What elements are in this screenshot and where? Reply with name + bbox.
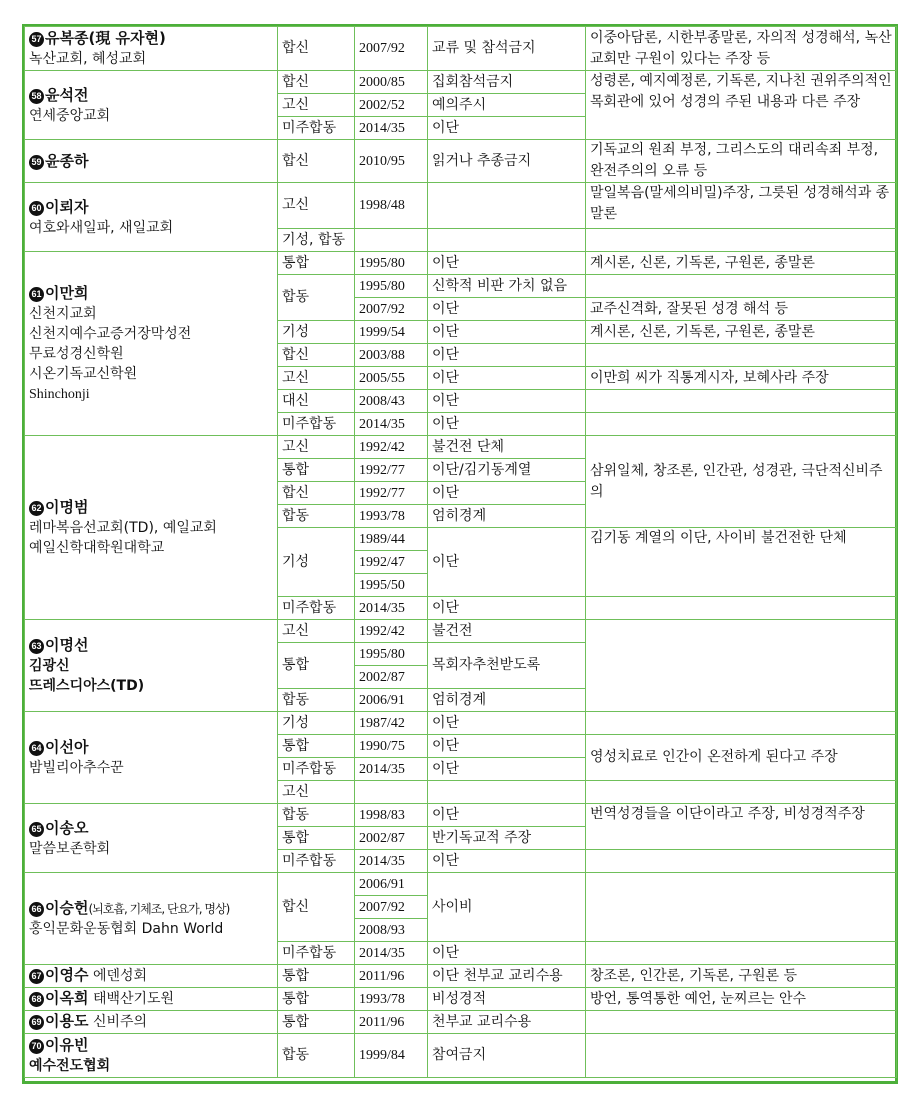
number-badge: 59 — [29, 155, 44, 170]
number-badge: 64 — [29, 741, 44, 756]
year-cell: 1999/84 — [355, 1034, 428, 1078]
verdict-cell: 이단 — [428, 367, 586, 390]
number-badge: 60 — [29, 201, 44, 216]
heresy-table — [24, 26, 897, 1078]
number-badge: 62 — [29, 501, 44, 516]
verdict-cell: 반기독교적 주장 — [428, 827, 586, 850]
year-cell: 2002/52 — [355, 94, 428, 117]
denom-cell: 미주합동 — [278, 850, 355, 873]
year-cell: 2000/85 — [355, 71, 428, 94]
denom-cell: 합동 — [278, 275, 355, 321]
verdict-cell: 이단 — [428, 117, 586, 140]
verdict-cell: 교류 및 참석금지 — [428, 27, 586, 71]
year-cell: 1992/42 — [355, 436, 428, 459]
org-name: 연세중앙교회 — [29, 107, 111, 124]
org-name: 신천지교회 — [29, 305, 97, 322]
year-cell: 2014/35 — [355, 758, 428, 781]
number-badge: 57 — [29, 32, 44, 47]
year-cell: 1992/77 — [355, 459, 428, 482]
org-name: 에덴성회 — [92, 968, 148, 984]
year-cell: 2014/35 — [355, 850, 428, 873]
year-cell: 1992/47 — [355, 551, 428, 574]
reason-cell — [586, 873, 897, 942]
year-cell: 1999/54 — [355, 321, 428, 344]
verdict-cell: 이단 — [428, 758, 586, 781]
year-cell: 2002/87 — [355, 666, 428, 689]
table-row — [25, 620, 897, 643]
year-cell: 1995/80 — [355, 275, 428, 298]
verdict-cell: 이단 — [428, 321, 586, 344]
reason-cell — [586, 850, 897, 873]
table-row — [25, 873, 897, 896]
reason-cell — [586, 229, 897, 252]
year-cell: 1992/77 — [355, 482, 428, 505]
org-name: 홍익문화운동협회 Dahn World — [29, 921, 224, 937]
reason-cell: 성령론, 예지예정론, 기독론, 지나친 권위주의적인 목회관에 있어 성경의 주된 내용과 다른 주장 — [586, 71, 897, 140]
denom-cell: 합신 — [278, 344, 355, 367]
reason-cell: 삼위일체, 창조론, 인간관, 성경관, 극단적신비주의 — [586, 436, 897, 528]
verdict-cell — [428, 781, 586, 804]
verdict-cell: 엄히경계 — [428, 505, 586, 528]
reason-cell: 교주신격화, 잘못된 성경 해석 등 — [586, 298, 897, 321]
org-name: 김광신 — [29, 658, 70, 674]
denom-cell: 고신 — [278, 436, 355, 459]
table-row — [25, 712, 897, 735]
denom-cell: 합동 — [278, 1034, 355, 1078]
verdict-cell: 이단 — [428, 252, 586, 275]
verdict-cell: 이단 — [428, 597, 586, 620]
number-badge: 70 — [29, 1039, 44, 1054]
year-cell: 1987/42 — [355, 712, 428, 735]
year-cell: 2014/35 — [355, 117, 428, 140]
verdict-cell: 이단 — [428, 712, 586, 735]
person-cell — [25, 140, 278, 183]
denom-cell: 통합 — [278, 252, 355, 275]
year-cell: 2008/43 — [355, 390, 428, 413]
verdict-cell: 이단 천부교 교리수용 — [428, 965, 586, 988]
person-name: 이선아 — [45, 738, 89, 756]
person-cell — [25, 873, 278, 965]
reason-cell: 번역성경들을 이단이라고 주장, 비성경적주장 — [586, 804, 897, 850]
denom-cell: 고신 — [278, 781, 355, 804]
denom-cell: 합신 — [278, 27, 355, 71]
person-name: 이승헌 — [45, 899, 89, 917]
reason-cell — [586, 1011, 897, 1034]
denom-cell: 고신 — [278, 94, 355, 117]
org-name: 예수전도협회 — [29, 1058, 111, 1074]
org-name: 예일신학대학원대학교 — [29, 540, 165, 556]
table-row — [25, 183, 897, 229]
org-name: 밤빌리아추수꾼 — [29, 760, 124, 776]
table-row — [25, 140, 897, 183]
person-cell — [25, 27, 278, 71]
reason-cell: 말일복음(말세의비밀)주장, 그릇된 성경해석과 종말론 — [586, 183, 897, 229]
verdict-cell: 불건전 단체 — [428, 436, 586, 459]
reason-cell — [586, 1034, 897, 1078]
verdict-cell: 비성경적 — [428, 988, 586, 1011]
verdict-cell: 신학적 비판 가치 없음 — [428, 275, 586, 298]
person-name: 윤종하 — [45, 151, 89, 170]
verdict-cell: 엄히경계 — [428, 689, 586, 712]
denom-cell: 통합 — [278, 459, 355, 482]
denom-cell: 합신 — [278, 71, 355, 94]
denom-cell: 통합 — [278, 1011, 355, 1034]
reason-cell: 방언, 통역통한 예언, 눈찌르는 안수 — [586, 988, 897, 1011]
year-cell: 2007/92 — [355, 298, 428, 321]
year-cell: 1990/75 — [355, 735, 428, 758]
denom-cell: 미주합동 — [278, 597, 355, 620]
verdict-cell — [428, 229, 586, 252]
denom-cell: 대신 — [278, 390, 355, 413]
verdict-cell: 천부교 교리수용 — [428, 1011, 586, 1034]
org-name: 레마복음선교회(TD), 예일교회 — [29, 520, 217, 536]
verdict-cell: 이단 — [428, 528, 586, 597]
org-name: 뜨레스디아스(TD) — [29, 678, 145, 694]
denom-cell: 합동 — [278, 505, 355, 528]
year-cell: 2014/35 — [355, 942, 428, 965]
denom-cell: 통합 — [278, 988, 355, 1011]
person-cell — [25, 712, 278, 804]
year-cell: 1995/50 — [355, 574, 428, 597]
year-cell: 1993/78 — [355, 505, 428, 528]
denom-cell: 통합 — [278, 643, 355, 689]
year-cell — [355, 781, 428, 804]
reason-cell — [586, 942, 897, 965]
table-row — [25, 436, 897, 459]
denom-cell: 통합 — [278, 965, 355, 988]
table-row — [25, 1011, 897, 1034]
person-cell — [25, 988, 278, 1011]
year-cell: 1989/44 — [355, 528, 428, 551]
denom-cell: 합신 — [278, 873, 355, 942]
verdict-cell: 사이비 — [428, 873, 586, 942]
person-name-note: (뇌호흡, 기체조, 단요가, 명상) — [88, 902, 230, 916]
person-cell — [25, 252, 278, 436]
org-name: Shinchonji — [29, 386, 90, 402]
denom-cell: 미주합동 — [278, 413, 355, 436]
table-row — [25, 252, 897, 275]
number-badge: 65 — [29, 822, 44, 837]
verdict-cell: 이단 — [428, 850, 586, 873]
year-cell: 2006/91 — [355, 873, 428, 896]
year-cell: 2006/91 — [355, 689, 428, 712]
verdict-cell: 예의주시 — [428, 94, 586, 117]
year-cell: 2007/92 — [355, 896, 428, 919]
denom-cell: 미주합동 — [278, 117, 355, 140]
verdict-cell: 이단 — [428, 735, 586, 758]
number-badge: 63 — [29, 639, 44, 654]
year-cell: 1993/78 — [355, 988, 428, 1011]
person-name: 이영수 — [45, 966, 89, 984]
person-name: 이만희 — [45, 283, 89, 302]
year-cell: 2011/96 — [355, 965, 428, 988]
reason-cell: 영성치료로 인간이 온전하게 된다고 주장 — [586, 735, 897, 781]
number-badge: 69 — [29, 1015, 44, 1030]
person-cell — [25, 71, 278, 140]
denom-cell: 기성 — [278, 528, 355, 597]
person-name: 이옥희 — [45, 989, 89, 1007]
denom-cell: 합신 — [278, 482, 355, 505]
org-name: 태백산기도원 — [92, 991, 175, 1007]
denom-cell: 미주합동 — [278, 758, 355, 781]
year-cell: 2005/55 — [355, 367, 428, 390]
number-badge: 67 — [29, 969, 44, 984]
verdict-cell: 이단 — [428, 482, 586, 505]
reason-cell — [586, 413, 897, 436]
person-name: 이뢰자 — [45, 197, 89, 216]
number-badge: 68 — [29, 992, 44, 1007]
table-row — [25, 965, 897, 988]
year-cell: 1995/80 — [355, 252, 428, 275]
number-badge: 58 — [29, 89, 44, 104]
org-name: 신천지예수교증거장막성전 — [29, 325, 192, 342]
year-cell: 1992/42 — [355, 620, 428, 643]
person-cell — [25, 436, 278, 620]
reason-cell — [586, 344, 897, 367]
year-cell: 2007/92 — [355, 27, 428, 71]
verdict-cell: 이단 — [428, 413, 586, 436]
verdict-cell: 집회참석금지 — [428, 71, 586, 94]
denom-cell: 기성 — [278, 321, 355, 344]
verdict-cell: 목회자추천받도록 — [428, 643, 586, 689]
year-cell: 1998/83 — [355, 804, 428, 827]
verdict-cell: 이단 — [428, 804, 586, 827]
denom-cell: 합동 — [278, 804, 355, 827]
denom-cell: 고신 — [278, 183, 355, 229]
year-cell: 2014/35 — [355, 413, 428, 436]
number-badge: 66 — [29, 902, 44, 917]
person-name: 이명선 — [45, 636, 89, 654]
denom-cell: 통합 — [278, 735, 355, 758]
person-name: 이용도 — [45, 1012, 89, 1030]
year-cell: 1995/80 — [355, 643, 428, 666]
person-name: 이유빈 — [45, 1036, 89, 1054]
org-name: 녹산교회, 혜성교회 — [29, 51, 147, 67]
reason-cell: 이중아담론, 시한부종말론, 자의적 성경해석, 녹산교회만 구원이 있다는 주장 등 — [586, 27, 897, 71]
verdict-cell: 참여금지 — [428, 1034, 586, 1078]
denom-cell: 합동 — [278, 689, 355, 712]
reason-cell: 계시론, 신론, 기독론, 구원론, 종말론 — [586, 321, 897, 344]
table-row — [25, 988, 897, 1011]
denom-cell: 통합 — [278, 827, 355, 850]
reason-cell: 기독교의 원죄 부정, 그리스도의 대리속죄 부정, 완전주의의 오류 등 — [586, 140, 897, 183]
person-name: 이명범 — [45, 498, 89, 516]
denom-cell: 미주합동 — [278, 942, 355, 965]
number-badge: 61 — [29, 287, 44, 302]
reason-cell — [586, 597, 897, 620]
verdict-cell: 이단/김기동계열 — [428, 459, 586, 482]
year-cell: 2011/96 — [355, 1011, 428, 1034]
reason-cell: 계시론, 신론, 기독론, 구원론, 종말론 — [586, 252, 897, 275]
verdict-cell: 이단 — [428, 390, 586, 413]
reason-cell — [586, 390, 897, 413]
reason-cell: 이만희 씨가 직통계시자, 보혜사라 주장 — [586, 367, 897, 390]
reason-cell — [586, 712, 897, 735]
year-cell: 2003/88 — [355, 344, 428, 367]
year-cell: 2008/93 — [355, 919, 428, 942]
person-name: 윤석전 — [45, 85, 89, 104]
person-name: 이송오 — [45, 818, 89, 837]
year-cell: 1998/48 — [355, 183, 428, 229]
year-cell: 2002/87 — [355, 827, 428, 850]
person-name: 유복종(現 유자현) — [45, 29, 166, 47]
person-cell — [25, 965, 278, 988]
reason-cell — [586, 275, 897, 298]
table-row — [25, 71, 897, 94]
denom-cell: 기성 — [278, 712, 355, 735]
reason-cell — [586, 781, 897, 804]
verdict-cell: 이단 — [428, 298, 586, 321]
org-name: 신비주의 — [92, 1014, 148, 1030]
org-name: 말씀보존학회 — [29, 840, 111, 857]
person-cell — [25, 804, 278, 873]
verdict-cell: 이단 — [428, 942, 586, 965]
org-name: 여호와새일파, 새일교회 — [29, 219, 174, 236]
year-cell: 2010/95 — [355, 140, 428, 183]
reason-cell: 창조론, 인간론, 기독론, 구원론 등 — [586, 965, 897, 988]
verdict-cell — [428, 183, 586, 229]
denom-cell: 고신 — [278, 620, 355, 643]
verdict-cell: 읽거나 추종금지 — [428, 140, 586, 183]
denom-cell: 기성, 합동 — [278, 229, 355, 252]
table-row — [25, 27, 897, 71]
reason-cell — [586, 620, 897, 712]
year-cell — [355, 229, 428, 252]
person-cell — [25, 620, 278, 712]
denom-cell: 고신 — [278, 367, 355, 390]
person-cell — [25, 183, 278, 252]
verdict-cell: 이단 — [428, 344, 586, 367]
reason-cell: 김기동 계열의 이단, 사이비 불건전한 단체 — [586, 528, 897, 597]
year-cell: 2014/35 — [355, 597, 428, 620]
verdict-cell: 불건전 — [428, 620, 586, 643]
org-name: 무료성경신학원 — [29, 345, 124, 362]
person-cell — [25, 1034, 278, 1078]
table-row — [25, 1034, 897, 1078]
table-row — [25, 804, 897, 827]
denom-cell: 합신 — [278, 140, 355, 183]
org-name: 시온기독교신학원 — [29, 365, 138, 382]
person-cell — [25, 1011, 278, 1034]
